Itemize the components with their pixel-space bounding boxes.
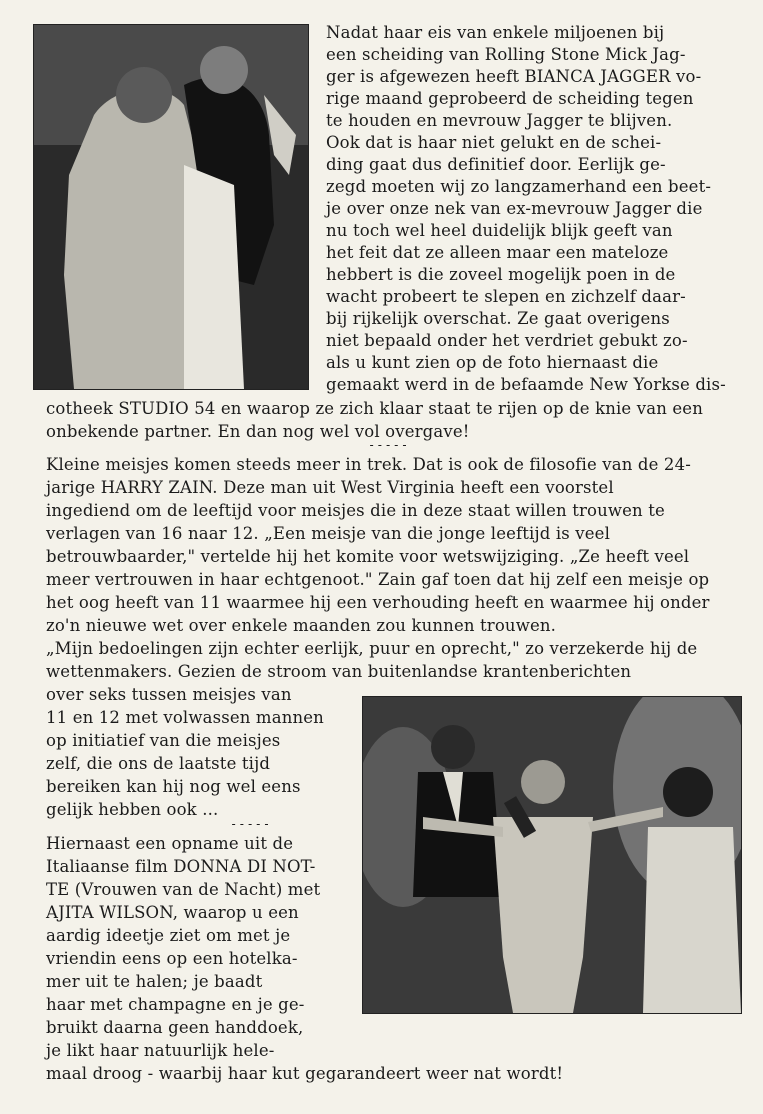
text-line: wettenmakers. Gezien de stroom van buitenlandse krantenberichten xyxy=(46,662,632,681)
text-line: zegd moeten wij zo langzamerhand een beet- xyxy=(326,177,712,196)
separator: ----- xyxy=(230,817,272,831)
text-line: als u kunt zien op de foto hiernaast die xyxy=(326,353,659,372)
text-line: ingediend om de leeftijd voor meisjes die in deze staat willen trouwen te xyxy=(46,501,665,520)
text-line: onbekende partner. En dan nog wel vol overgave! xyxy=(46,422,470,441)
text-line: aardig ideetje ziet om met je xyxy=(46,926,291,945)
dancing-couple-image xyxy=(34,25,308,389)
text-line: hebbert is die zoveel mogelijk poen in de xyxy=(326,265,676,284)
text-line: Ook dat is haar niet gelukt en de schei- xyxy=(326,133,662,152)
text-line: het oog heeft van 11 waarmee hij een verhouding heeft en waarmee hij onder xyxy=(46,593,710,612)
text-line: niet bepaald onder het verdriet gebukt zo- xyxy=(326,331,688,350)
text-line: gelijk hebben ook ... xyxy=(46,800,219,819)
text-line: te houden en mevrouw Jagger te blijven. xyxy=(326,111,673,130)
text-line: gemaakt werd in de befaamde New Yorkse dis- xyxy=(326,375,726,394)
text-line: op initiatief van die meisjes xyxy=(46,731,281,750)
text-line: bruikt daarna geen handdoek, xyxy=(46,1018,304,1037)
text-line: zelf, die ons de laatste tijd xyxy=(46,754,271,773)
text-line: 11 en 12 met volwassen mannen xyxy=(46,708,324,727)
text-line: Kleine meisjes komen steeds meer in trek. Dat is ook de filosofie van de 24- xyxy=(46,455,691,474)
text-line: je over onze nek van ex-mevrouw Jagger die xyxy=(326,199,703,218)
separator: ----- xyxy=(368,438,410,452)
donna-di-notte-still xyxy=(362,696,742,1014)
text-line: zo'n nieuwe wet over enkele maanden zou kunnen trouwen. xyxy=(46,616,557,635)
bianca-jagger-photo xyxy=(33,24,309,390)
text-line: „Mijn bedoelingen zijn echter eerlijk, puur en oprecht," zo verzekerde hij de xyxy=(46,639,698,658)
text-line: ger is afgewezen heeft BIANCA JAGGER vo- xyxy=(326,67,702,86)
text-line: AJITA WILSON, waarop u een xyxy=(46,903,299,922)
text-line: haar met champagne en je ge- xyxy=(46,995,305,1014)
text-line: over seks tussen meisjes van xyxy=(46,685,292,704)
text-line: TE (Vrouwen van de Nacht) met xyxy=(46,880,321,899)
text-line: nu toch wel heel duidelijk blijk geeft van xyxy=(326,221,673,240)
text-line: mer uit te halen; je baadt xyxy=(46,972,263,991)
text-line: een scheiding van Rolling Stone Mick Jag- xyxy=(326,45,686,64)
text-line: rige maand geprobeerd de scheiding tegen xyxy=(326,89,694,108)
text-line: Italiaanse film DONNA DI NOT- xyxy=(46,857,316,876)
text-line: vriendin eens op een hotelka- xyxy=(46,949,298,968)
text-line: meer vertrouwen in haar echtgenoot." Zain gaf toen dat hij zelf een meisje op xyxy=(46,570,710,589)
film-still-image xyxy=(363,697,741,1013)
text-line: je likt haar natuurlijk hele- xyxy=(46,1041,275,1060)
text-line: betrouwbaarder," vertelde hij het komite voor wetswijziging. „Ze heeft veel xyxy=(46,547,690,566)
text-line: cotheek STUDIO 54 en waarop ze zich klaar staat te rijen op de knie van een xyxy=(46,399,703,418)
text-line: het feit dat ze alleen maar een mateloze xyxy=(326,243,669,262)
text-line: Nadat haar eis van enkele miljoenen bij xyxy=(326,23,665,42)
text-line: maal droog - waarbij haar kut gegarandeert weer nat wordt! xyxy=(46,1064,564,1083)
text-line: ding gaat dus definitief door. Eerlijk ge- xyxy=(326,155,666,174)
text-line: bereiken kan hij nog wel eens xyxy=(46,777,301,796)
text-line: bij rijkelijk overschat. Ze gaat overigens xyxy=(326,309,670,328)
text-line: verlagen van 16 naar 12. „Een meisje van die jonge leeftijd is veel xyxy=(46,524,611,543)
text-line: Hiernaast een opname uit de xyxy=(46,834,294,853)
text-line: jarige HARRY ZAIN. Deze man uit West Virginia heeft een voorstel xyxy=(46,478,614,497)
text-line: wacht probeert te slepen en zichzelf daar- xyxy=(326,287,686,306)
